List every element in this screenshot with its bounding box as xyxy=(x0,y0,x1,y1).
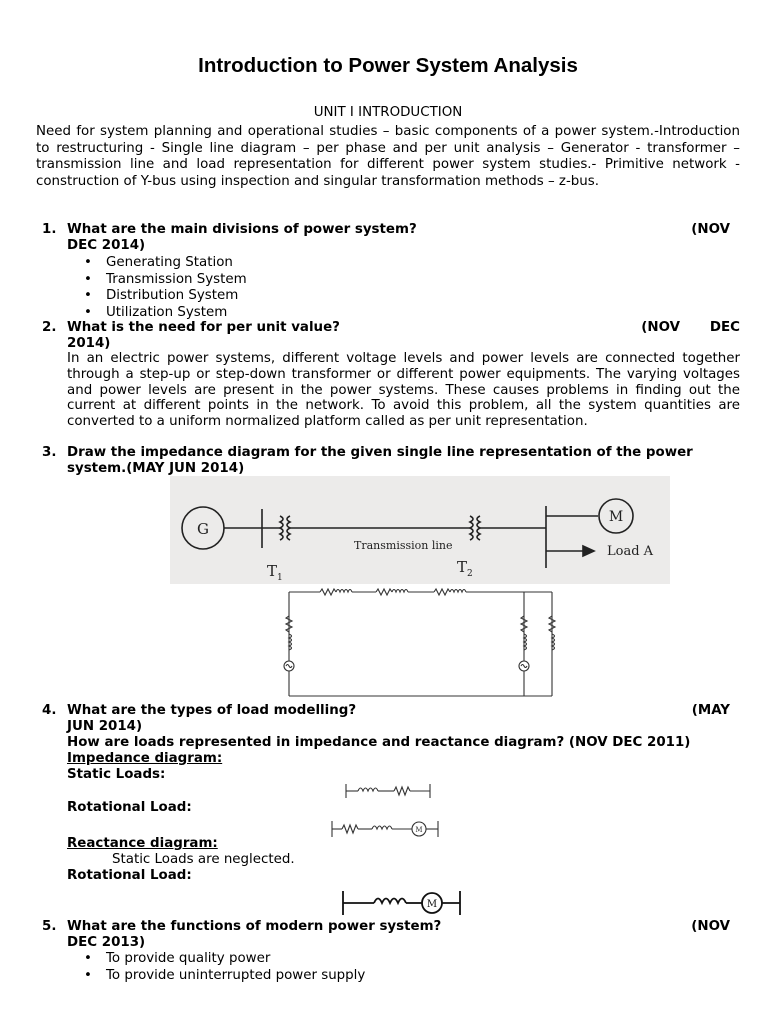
t1-subscript: 1 xyxy=(277,573,283,583)
question-number: 3. xyxy=(42,445,57,460)
question-date-cont: DEC 2014) xyxy=(67,238,146,253)
syllabus-intro: Need for system planning and operational studies – basic components of a power system.-Introduction to restructuring - Single line diagram – per phase and per unit analysis – Generator - transformer – transmission line and load representation for different power system studies.- Primitive network - construction of Y-bus using inspection and singular transformation methods – z-bus. xyxy=(36,124,740,189)
static-loads-label: Static Loads: xyxy=(67,767,166,782)
t1-label: T xyxy=(267,562,278,580)
impedance-diagram-drawing xyxy=(284,586,524,698)
question-text-cont: system.(MAY JUN 2014) xyxy=(67,461,245,476)
divisions-list xyxy=(106,255,247,321)
list-item: • To provide uninterrupted power supply xyxy=(106,968,365,985)
functions-list xyxy=(106,951,365,984)
unit-heading: UNIT I INTRODUCTION xyxy=(313,105,463,120)
question-number: 5. xyxy=(42,919,57,934)
list-item: • Distribution System xyxy=(106,288,247,305)
question-text: What are the main divisions of power system? xyxy=(67,222,417,237)
question-date: (NOV xyxy=(641,320,680,335)
question-text: What are the types of load modelling? xyxy=(67,703,357,718)
reactance-rotational-symbol xyxy=(340,888,464,918)
list-item: • Utilization System xyxy=(106,305,247,322)
question-date-cont: JUN 2014) xyxy=(67,719,143,734)
list-item: • Generating Station xyxy=(106,255,247,272)
question-date: (NOV xyxy=(691,222,730,237)
question-date-cont: 2014) xyxy=(67,336,111,351)
question-text: Draw the impedance diagram for the given single line representation of the power xyxy=(67,445,693,460)
question-text: What is the need for per unit value? xyxy=(67,320,340,335)
impedance-heading: Impedance diagram: xyxy=(67,751,223,766)
question-number: 2. xyxy=(42,320,57,335)
single-line-diagram-drawing xyxy=(170,476,670,584)
list-item: • To provide quality power xyxy=(106,951,365,968)
t2-subscript: 2 xyxy=(467,569,473,579)
static-neglected-text: Static Loads are neglected. xyxy=(112,852,295,867)
rotational-load-symbol xyxy=(330,818,442,840)
question-date: (MAY xyxy=(691,703,730,718)
rotational-load-label-2: Rotational Load: xyxy=(67,868,192,883)
page-title: Introduction to Power System Analysis xyxy=(198,54,578,77)
transmission-line-label: Transmission line xyxy=(354,539,453,552)
question-date-mid: DEC xyxy=(709,320,740,335)
motor-symbol-label: M xyxy=(426,899,438,910)
reactance-heading: Reactance diagram: xyxy=(67,836,218,851)
single-line-diagram xyxy=(170,476,670,584)
load-a-label: Load A xyxy=(607,544,654,559)
generator-label: G xyxy=(197,520,209,538)
motor-label: M xyxy=(608,509,624,525)
question-date-cont: DEC 2013) xyxy=(67,935,146,950)
sub-question: How are loads represented in impedance and reactance diagram? (NOV DEC 2011) xyxy=(67,735,691,750)
motor-symbol-label: M xyxy=(415,826,423,834)
question-number: 1. xyxy=(42,222,57,237)
static-load-symbol xyxy=(344,782,434,800)
question-number: 4. xyxy=(42,703,57,718)
answer-per-unit: In an electric power systems, different voltage levels and power levels are connected together through a step-up or step-down transformer or different power equipments. The varying voltages and power levels are present in the power systems. These causes problems in finding out the current at different points in the network. To avoid this problem, all the system quantities are converted to a uniform normalized platform called as per unit representation. xyxy=(67,351,740,430)
list-item: • Transmission System xyxy=(106,272,247,289)
question-text: What are the functions of modern power system? xyxy=(67,919,442,934)
question-date: (NOV xyxy=(691,919,730,934)
rotational-load-label-1: Rotational Load: xyxy=(67,800,192,815)
t2-label: T xyxy=(457,558,468,576)
